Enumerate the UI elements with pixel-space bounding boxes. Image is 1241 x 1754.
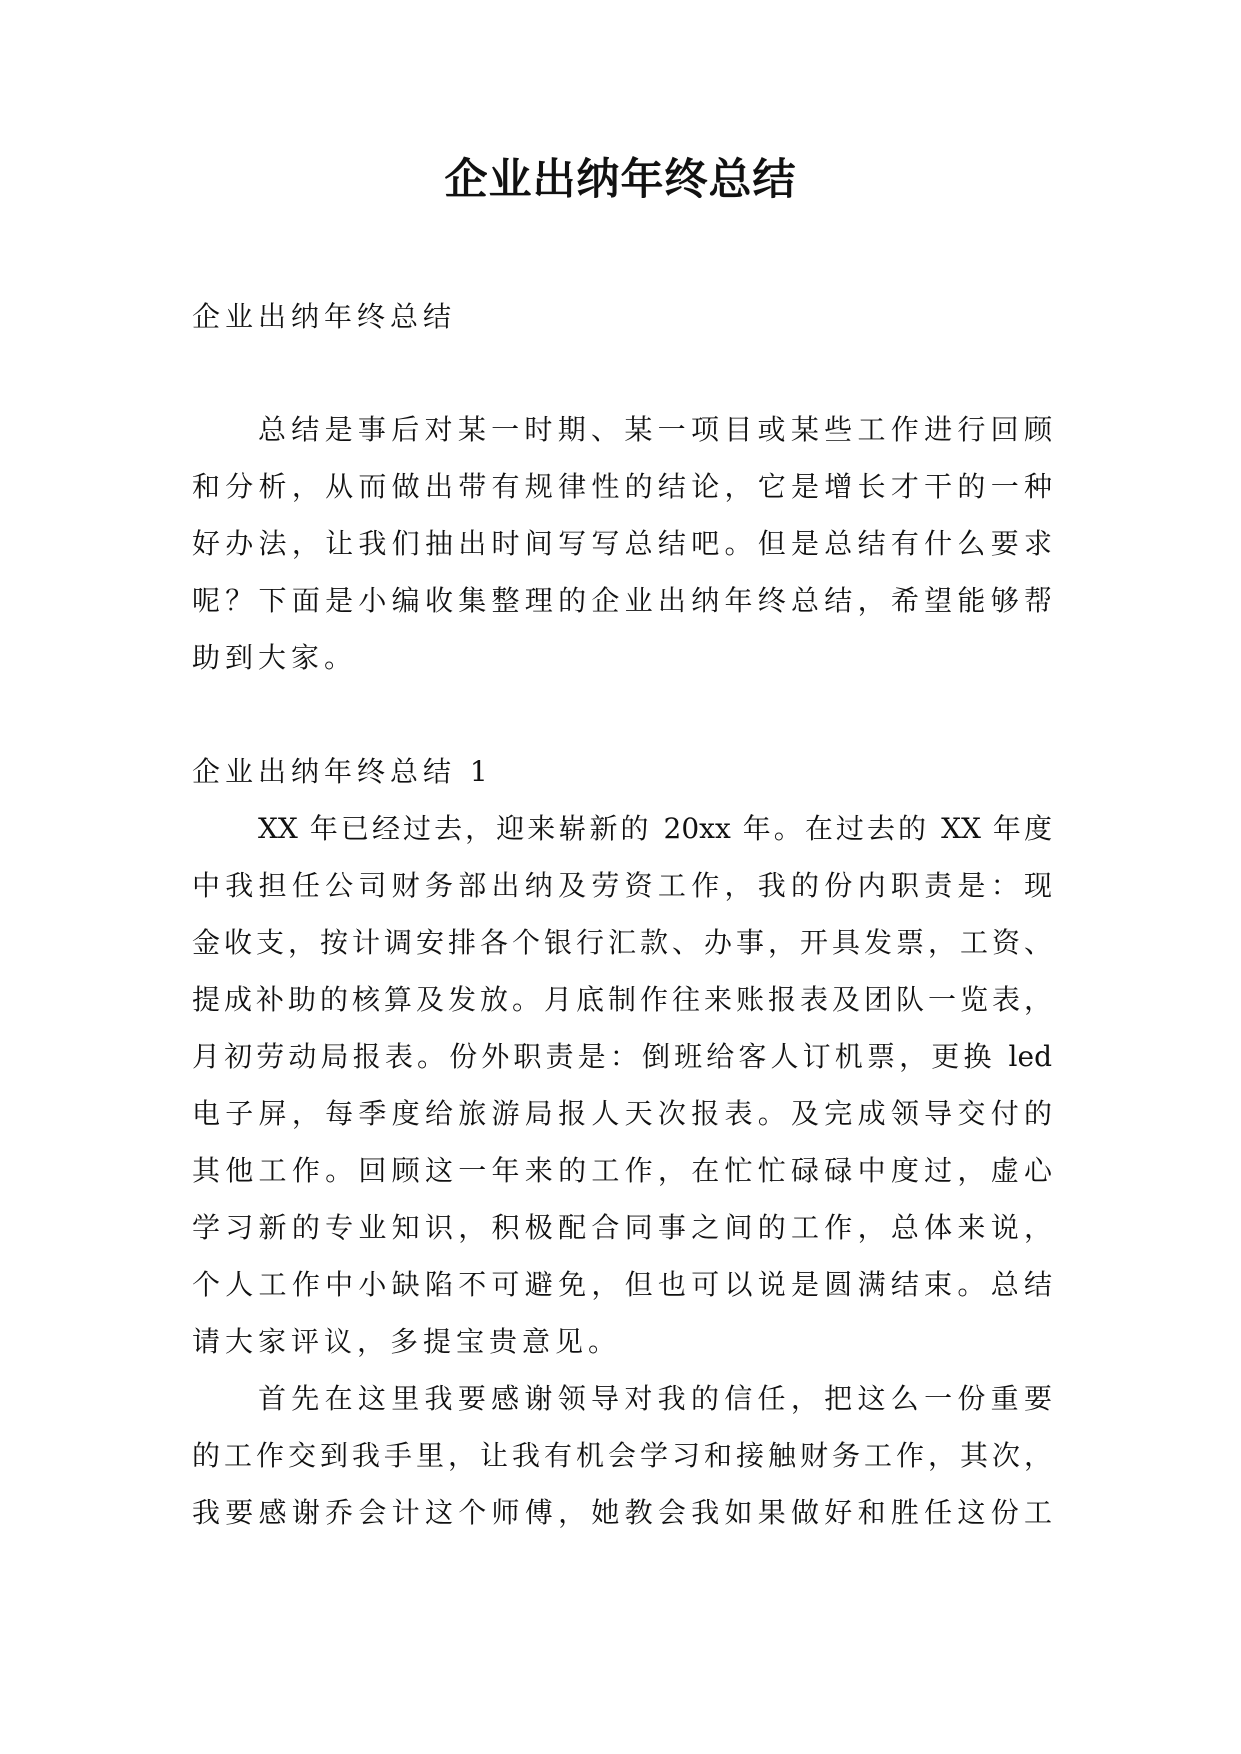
section-heading: 企业出纳年终总结 [192,300,457,333]
paragraph-line: 呢？下面是小编收集整理的企业出纳年终总结，希望能够帮 [192,584,1052,617]
paragraph-line: 首先在这里我要感谢领导对我的信任，把这么一份重要 [258,1382,1052,1415]
paragraph-line: 的工作交到我手里，让我有机会学习和接触财务工作，其次， [192,1439,1052,1472]
paragraph-line: 电子屏，每季度给旅游局报人天次报表。及完成领导交付的 [192,1097,1052,1130]
paragraph-line: 中我担任公司财务部出纳及劳资工作，我的份内职责是：现 [192,869,1052,902]
document-title: 企业出纳年终总结 [444,155,797,205]
paragraph-line: 提成补助的核算及发放。月底制作往来账报表及团队一览表， [192,983,1052,1016]
paragraph-line: 其他工作。回顾这一年来的工作，在忙忙碌碌中度过，虚心 [192,1154,1052,1187]
paragraph-line: 请大家评议，多提宝贵意见。 [192,1325,622,1358]
section-heading: 企业出纳年终总结 1 [192,755,493,788]
paragraph-line: 助到大家。 [192,641,358,674]
paragraph-line: 个人工作中小缺陷不可避免，但也可以说是圆满结束。总结 [192,1268,1052,1301]
paragraph-line: 总结是事后对某一时期、某一项目或某些工作进行回顾 [258,413,1052,446]
paragraph-line: 学习新的专业知识，积极配合同事之间的工作，总体来说， [192,1211,1052,1244]
paragraph-line: 和分析，从而做出带有规律性的结论，它是增长才干的一种 [192,470,1052,503]
paragraph-line: 金收支，按计调安排各个银行汇款、办事，开具发票，工资、 [192,926,1052,959]
paragraph-line: 我要感谢乔会计这个师傅，她教会我如果做好和胜任这份工 [192,1496,1052,1529]
paragraph-line: 好办法，让我们抽出时间写写总结吧。但是总结有什么要求 [192,527,1052,560]
paragraph-line: 月初劳动局报表。份外职责是：倒班给客人订机票，更换 led [192,1040,1052,1073]
paragraph-line: XX 年已经过去，迎来崭新的 20xx 年。在过去的 XX 年度 [258,812,1052,845]
